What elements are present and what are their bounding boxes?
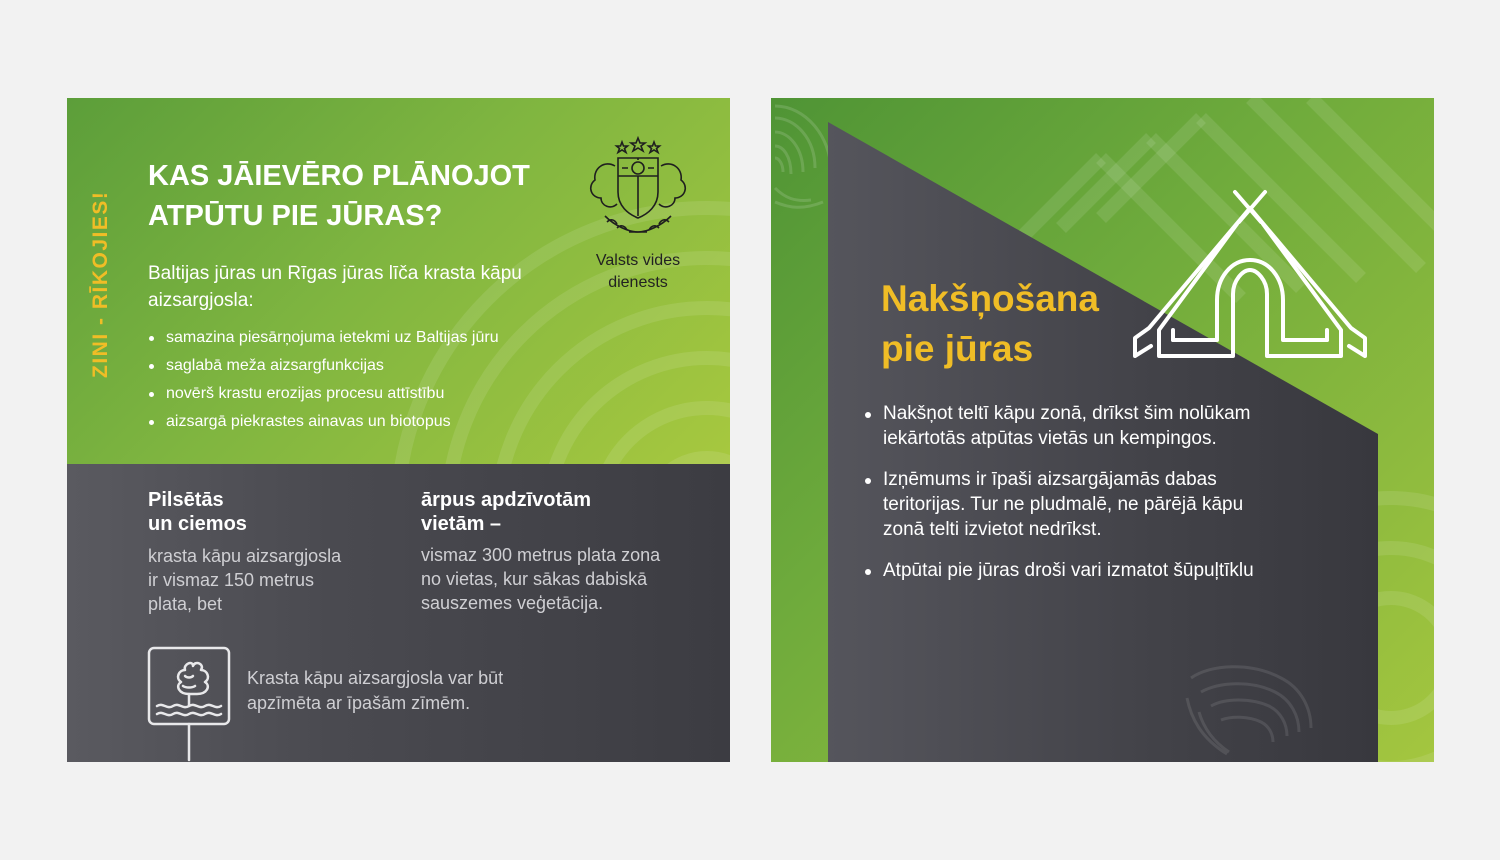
list-item: Nakšņot teltī kāpu zonā, drīkst šim nolūkam iekārtotās atpūtas vietās un kempingos. bbox=[863, 401, 1323, 451]
latvia-coat-of-arms-icon bbox=[585, 136, 691, 240]
list-item: saglabā meža aizsargfunkcijas bbox=[148, 352, 608, 380]
rules-list bbox=[863, 401, 1323, 599]
column-heading-outside: ārpus apdzīvotām vietām – bbox=[421, 489, 592, 535]
sign-caption: Krasta kāpu aizsargjosla var būt apzīmēta ar īpašām zīmēm. bbox=[247, 668, 504, 713]
list-item: novērš krastu erozijas procesu attīstību bbox=[148, 380, 608, 408]
list-item: samazina piesārņojuma ietekmi uz Baltijas jūru bbox=[148, 324, 608, 352]
column-heading-cities: Pilsētās un ciemos bbox=[148, 489, 247, 535]
list-item: Izņēmums ir īpaši aizsargājamās dabas teritorijas. Tur ne pludmalē, ne pārējā kāpu zonā telti izvietot nedrīkst. bbox=[863, 467, 1323, 542]
dune-protection-sign-icon bbox=[147, 646, 231, 762]
list-item: aizsargā piekrastes ainavas un biotopus bbox=[148, 408, 608, 436]
card-title: Nakšņošana pie jūras bbox=[881, 278, 1099, 369]
column-text-outside: vismaz 300 metrus plata zona no vietas, kur sākas dabiskā sauszemes veģetācija. bbox=[421, 545, 661, 613]
intro-text: Baltijas jūras un Rīgas jūras līča krasta kāpu aizsargjosla: bbox=[148, 263, 522, 311]
info-card-right bbox=[771, 98, 1434, 762]
list-item: Atpūtai pie jūras droši vari izmatot šūpuļtīklu bbox=[863, 558, 1323, 583]
organization-name: Valsts vides dienests bbox=[595, 252, 681, 291]
info-card-left bbox=[67, 98, 730, 762]
card-top-section bbox=[67, 98, 730, 464]
column-text-cities: krasta kāpu aizsargjosla ir vismaz 150 metrus plata, bet bbox=[148, 546, 342, 614]
tent-icon bbox=[1133, 188, 1367, 368]
side-label: ZINI - RĪKOJIES! bbox=[89, 190, 112, 378]
card-title: KAS JĀIEVĒRO PLĀNOJOT ATPŪTU PIE JŪRAS? bbox=[148, 160, 530, 232]
benefit-list bbox=[148, 324, 608, 436]
